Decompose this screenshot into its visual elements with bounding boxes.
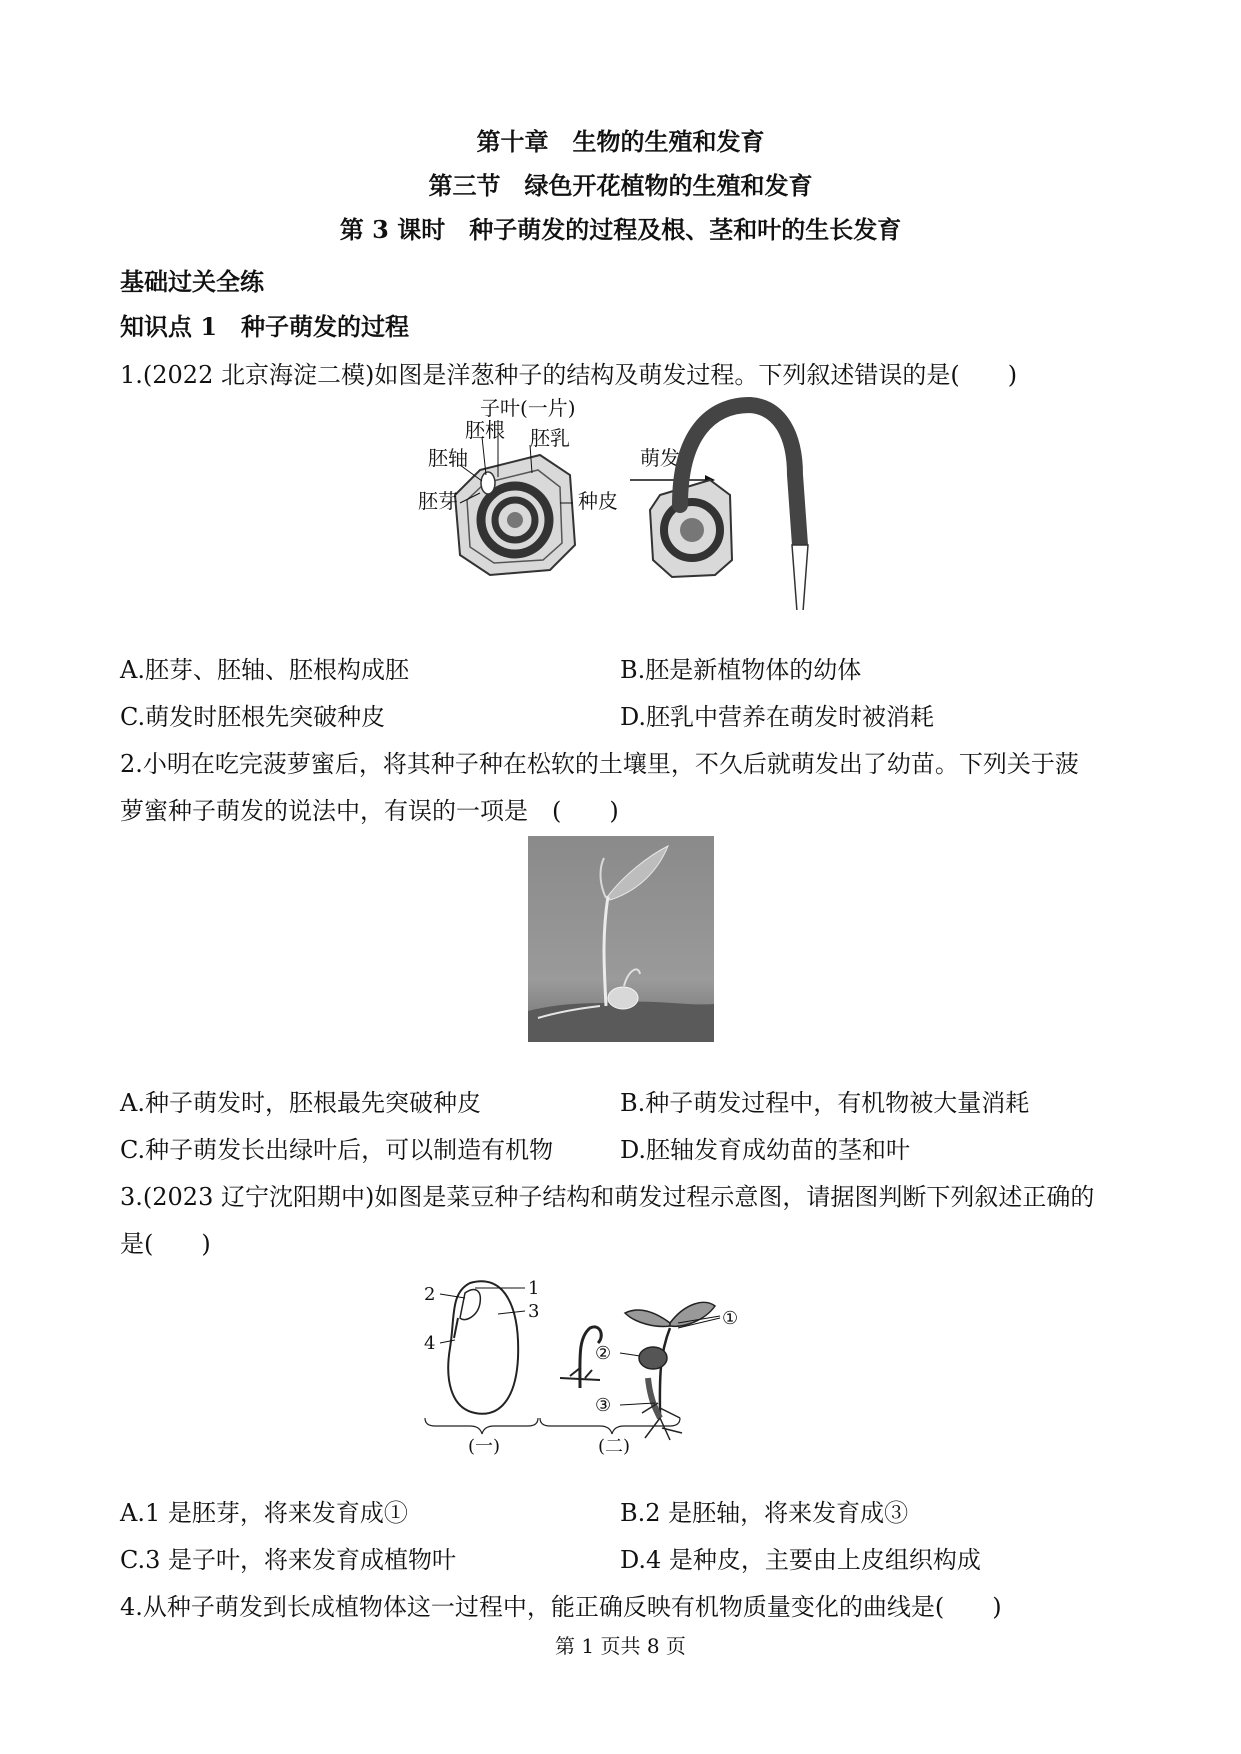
q2-option-d[interactable]: D.胚轴发育成幼苗的茎和叶 bbox=[620, 1136, 911, 1164]
label-plumule: 胚芽 bbox=[418, 489, 458, 513]
label-1: 1 bbox=[528, 1278, 540, 1299]
label-4: 4 bbox=[424, 1333, 436, 1354]
label-3: 3 bbox=[528, 1301, 540, 1322]
label-cotyledon: 子叶(一片) bbox=[480, 396, 576, 420]
question-1-stem: 1.(2022 北京海淀二模)如图是洋葱种子的结构及萌发过程。下列叙述错误的是( ) bbox=[120, 361, 1018, 389]
q1-option-d[interactable]: D.胚乳中营养在萌发时被消耗 bbox=[620, 703, 935, 731]
question-3-stem-line-1: 3.(2023 辽宁沈阳期中)如图是菜豆种子结构和萌发过程示意图，请据图判断下列叙述正确的 bbox=[120, 1183, 1095, 1211]
question-4-stem: 4.从种子萌发到长成植物体这一过程中，能正确反映有机物质量变化的曲线是( ) bbox=[120, 1593, 1002, 1621]
cotyledon-2 bbox=[639, 1347, 667, 1369]
label-endosperm: 胚乳 bbox=[530, 426, 570, 450]
label-germination: 萌发 bbox=[640, 446, 680, 470]
label-part-1: (一) bbox=[468, 1436, 501, 1457]
onion-seed-figure bbox=[410, 395, 860, 610]
lesson-title: 第 3 课时 种子萌发的过程及根、茎和叶的生长发育 bbox=[339, 215, 902, 244]
label-radicle: 胚根 bbox=[465, 418, 505, 442]
question-2-stem-line-2: 萝蜜种子萌发的说法中，有误的一项是 ( ) bbox=[120, 797, 619, 825]
q2-option-a[interactable]: A.种子萌发时，胚根最先突破种皮 bbox=[120, 1089, 481, 1117]
q2-option-b[interactable]: B.种子萌发过程中，有机物被大量消耗 bbox=[620, 1089, 1030, 1117]
knowledge-point-heading: 知识点 1 种子萌发的过程 bbox=[120, 312, 410, 341]
label-circle-2: ② bbox=[595, 1343, 612, 1364]
chapter-title: 第十章 生物的生殖和发育 bbox=[476, 127, 765, 156]
q1-option-b[interactable]: B.胚是新植物体的幼体 bbox=[620, 656, 862, 684]
label-part-2: (二) bbox=[598, 1436, 631, 1457]
label-seed-coat: 种皮 bbox=[578, 489, 618, 513]
q2-option-c[interactable]: C.种子萌发长出绿叶后，可以制造有机物 bbox=[120, 1136, 554, 1164]
label-hypocotyl: 胚轴 bbox=[428, 446, 468, 470]
practice-heading: 基础过关全练 bbox=[120, 267, 264, 296]
onion-embryo-center bbox=[507, 512, 523, 528]
label-2: 2 bbox=[424, 1284, 436, 1305]
bean-seed-figure bbox=[420, 1268, 870, 1458]
bean-seed-shape bbox=[448, 1281, 518, 1413]
question-3-stem-line-2: 是( ) bbox=[120, 1230, 211, 1258]
question-2-stem-line-1: 2.小明在吃完菠萝蜜后，将其种子种在松软的土壤里，不久后就萌发出了幼苗。下列关于菠 bbox=[120, 750, 1079, 778]
q3-option-d[interactable]: D.4 是种皮，主要由上皮组织构成 bbox=[620, 1546, 981, 1574]
q1-option-c[interactable]: C.萌发时胚根先突破种皮 bbox=[120, 703, 386, 731]
label-circle-3: ③ bbox=[595, 1395, 612, 1416]
germinated-root bbox=[792, 545, 808, 610]
q3-option-c[interactable]: C.3 是子叶，将来发育成植物叶 bbox=[120, 1546, 457, 1574]
q1-option-a[interactable]: A.胚芽、胚轴、胚根构成胚 bbox=[120, 656, 409, 684]
onion-plumule bbox=[481, 472, 495, 494]
jackfruit-seedling-photo bbox=[528, 836, 714, 1042]
page-footer: 第 1 页共 8 页 bbox=[555, 1634, 686, 1658]
q3-option-b[interactable]: B.2 是胚轴，将来发育成③ bbox=[620, 1499, 909, 1527]
label-circle-1: ① bbox=[722, 1308, 739, 1329]
seedling-roots bbox=[642, 1403, 682, 1440]
seed bbox=[608, 987, 638, 1009]
seedling-stem-2 bbox=[660, 1328, 670, 1418]
brace-part-1 bbox=[425, 1418, 538, 1434]
q3-option-a[interactable]: A.1 是胚芽，将来发育成① bbox=[120, 1499, 408, 1527]
section-title: 第三节 绿色开花植物的生殖和发育 bbox=[428, 171, 813, 200]
